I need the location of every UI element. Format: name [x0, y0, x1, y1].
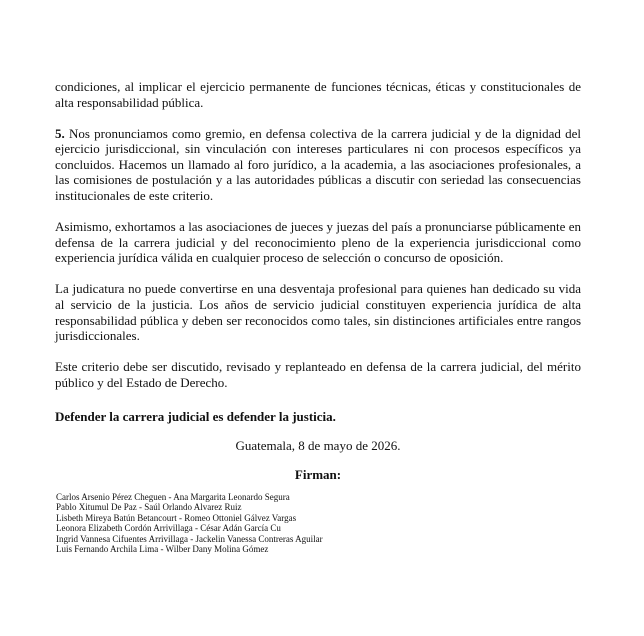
paragraph-conditions: condiciones, al implicar el ejercicio permanente de funciones técnicas, éticas y constitucionales de alta responsabilidad pública. — [55, 79, 581, 110]
signer-line: Lisbeth Mireya Batún Betancourt - Romeo Ottoniel Gálvez Vargas — [56, 512, 297, 523]
paragraph-judicature: La judicatura no puede convertirse en una desventaja profesional para quienes han dedicado su vida al servicio de la justicia. Los años de servicio judicial constituyen experiencia jurídica de alta responsabilidad pública y deben ser reconocidos como tales, sin distinciones artificiales entre rangos jurisdiccionales. — [55, 281, 581, 344]
signer-list — [55, 492, 581, 556]
closing-motto: Defender la carrera judicial es defender la justicia. — [55, 408, 336, 424]
paragraph-exhortation: Asimismo, exhortamos a las asociaciones de jueces y juezas del país a pronunciarse públicamente en defensa de la carrera judicial y del reconocimiento pleno de la experiencia jurisdiccional como experiencia jurídica válida en cualquier proceso de selección o concurso de oposición. — [55, 219, 581, 266]
signatures-heading: Firman: — [294, 466, 342, 482]
document-page — [55, 79, 581, 555]
signer-line: Ingrid Vannesa Cifuentes Arrivillaga - Jackelin Vanessa Contreras Aguilar — [56, 533, 323, 544]
dateline: Guatemala, 8 de mayo de 2026. — [235, 437, 401, 453]
paragraph-point-5 — [55, 126, 581, 204]
point-5-text: Nos pronunciamos como gremio, en defensa colectiva de la carrera judicial y de la dignidad del ejercicio jurisdiccional, sin vinculación con intereses particulares ni con procesos específicos ya concluidos. Hacemos un llamado al foro jurídico, a la academia, a las asociaciones profesionales, a las comisiones de postulación y a las autoridades públicas a discutir con seriedad las consecuencias institucionales de este criterio. — [55, 125, 581, 204]
paragraph-criterion: Este criterio debe ser discutido, revisado y replanteado en defensa de la carrera judicial, del mérito público y del Estado de Derecho. — [55, 359, 581, 390]
point-number: 5. — [55, 125, 65, 141]
signer-line: Carlos Arsenio Pérez Cheguen - Ana Margarita Leonardo Segura — [56, 491, 290, 502]
signer-line: Pablo Xitumul De Paz - Saúl Orlando Alvarez Ruiz — [56, 502, 242, 513]
signer-line: Luis Fernando Archila Lima - Wilber Dany Molina Gómez — [56, 544, 269, 555]
signer-line: Leonora Elizabeth Cordón Arrivillaga - César Adán García Cu — [56, 523, 281, 534]
